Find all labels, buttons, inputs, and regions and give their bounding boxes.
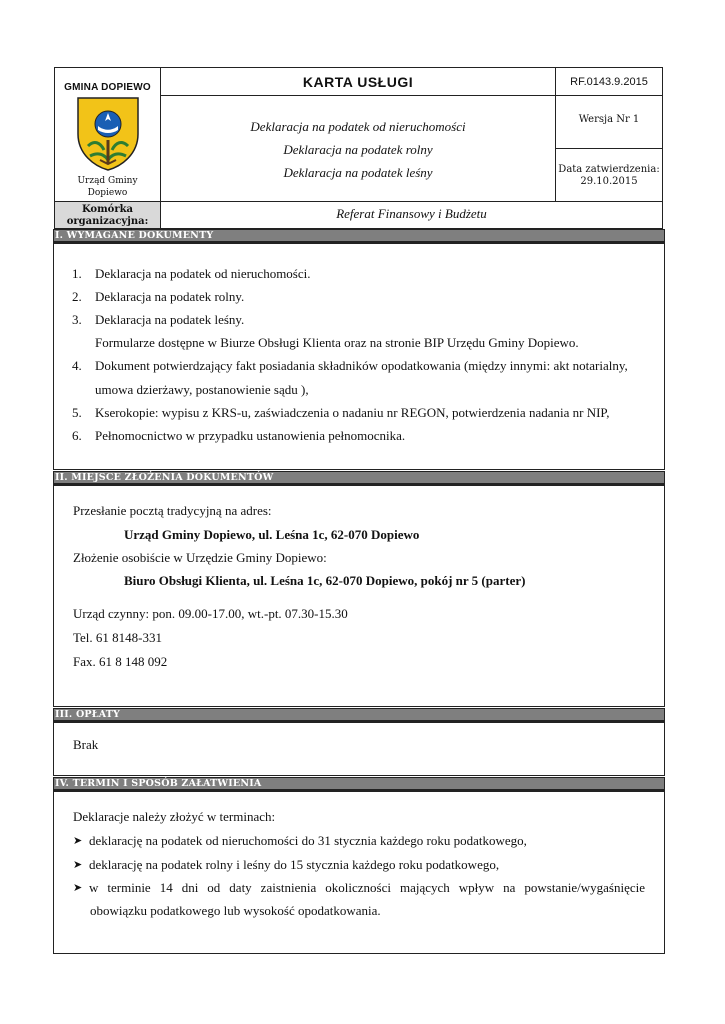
mail-address: Urząd Gminy Dopiewo, ul. Leśna 1c, 62-070 Dopiewo (124, 527, 420, 542)
fax-number: Fax. 61 8 148 092 (73, 654, 168, 669)
list-item-note: Formularze dostępne w Biurze Obsługi Klienta oraz na stronie BIP Urzędu Gminy Dopiewo. (95, 335, 579, 350)
list-item-number: 5. (72, 405, 82, 420)
list-item: Kserokopie: wypisu z KRS-u, zaświadczenia o nadaniu nr REGON, potwierdzenia nadania nr NIP, (95, 405, 610, 420)
section-deadline-header: IV. TERMIN I SPOSÓB ZAŁATWIENIA (53, 777, 665, 790)
list-item: Deklaracja na podatek leśny. (95, 312, 245, 327)
list-item-continuation: umowa dzierżawy, postanowienie sądu ), (95, 382, 309, 397)
phone-number: Tel. 61 8148-331 (73, 630, 162, 645)
section-required-documents-header: I. WYMAGANE DOKUMENTY (53, 229, 665, 242)
list-item: Deklaracja na podatek od nieruchomości. (95, 266, 311, 281)
card-title: KARTA USŁUGI (160, 67, 556, 96)
deadline-intro: Deklaracje należy złożyć w terminach: (73, 809, 276, 824)
list-item-number: 6. (72, 428, 82, 443)
logo-caption-line1: Urząd Gminy (77, 176, 138, 186)
arrow-bullet-icon: ➤ (73, 859, 83, 871)
description-line: Deklaracja na podatek rolny (283, 142, 433, 157)
section-required-documents (53, 242, 665, 470)
service-descriptions (160, 95, 556, 202)
section-deadline (53, 790, 665, 954)
logo-caption-line2: Dopiewo (87, 188, 128, 198)
approval-date: 29.10.2015 (580, 176, 638, 187)
description-line: Deklaracja na podatek leśny (283, 165, 433, 180)
description-line: Deklaracja na podatek od nieruchomości (250, 119, 466, 134)
approval-label: Data zatwierdzenia: (558, 164, 660, 175)
mail-intro: Przesłanie pocztą tradycyjną na adres: (73, 503, 272, 518)
list-item: Deklaracja na podatek rolny. (95, 289, 245, 304)
list-item-number: 2. (72, 289, 82, 304)
office-hours: Urząd czynny: pon. 09.00-17.00, wt.-pt. 07.30-15.30 (73, 606, 348, 621)
list-item: Pełnomocnictwo w przypadku ustanowienia pełnomocnika. (95, 428, 406, 443)
list-item-number: 3. (72, 312, 82, 327)
personal-intro: Złożenie osobiście w Urzędzie Gminy Dopiewo: (73, 550, 327, 565)
list-item-number: 1. (72, 266, 82, 281)
deadline-bullet: deklarację na podatek od nieruchomości do 31 stycznia każdego roku podatkowego, (89, 833, 527, 848)
unit-value: Referat Finansowy i Budżetu (160, 201, 663, 229)
list-item: Dokument potwierdzający fakt posiadania składników opodatkowania (między innymi: akt notarialny, (95, 358, 628, 373)
section-submission-place (53, 484, 665, 707)
personal-address: Biuro Obsługi Klienta, ul. Leśna 1c, 62-070 Dopiewo, pokój nr 5 (parter) (124, 573, 526, 588)
deadline-bullet-continuation: obowiązku podatkowego lub wysokość opodatkowania. (90, 903, 381, 918)
section-fees-header: III. OPŁATY (53, 708, 665, 721)
section-fees (53, 721, 665, 776)
unit-label: Komórka organizacyjna: (54, 201, 161, 229)
arrow-bullet-icon: ➤ (73, 835, 83, 847)
arrow-bullet-icon: ➤ (73, 882, 83, 894)
version-number: Wersja Nr 1 (555, 95, 663, 149)
logo-title: GMINA DOPIEWO (64, 82, 151, 93)
section-submission-place-header: II. MIEJSCE ZŁOŻENIA DOKUMENTÓW (53, 471, 665, 484)
logo-caption (55, 175, 160, 199)
coat-of-arms-icon (74, 96, 142, 172)
deadline-bullet: deklarację na podatek rolny i leśny do 15 stycznia każdego roku podatkowego, (89, 857, 500, 872)
reference-number: RF.0143.9.2015 (555, 67, 663, 96)
fees-value: Brak (73, 737, 99, 752)
approval-date-cell (555, 148, 663, 202)
list-item-number: 4. (72, 358, 82, 373)
deadline-bullet: w terminie 14 dni od daty zaistnienia okoliczności mających wpływ na powstanie/wygaśnięcie (89, 880, 645, 895)
logo-cell (54, 67, 161, 202)
